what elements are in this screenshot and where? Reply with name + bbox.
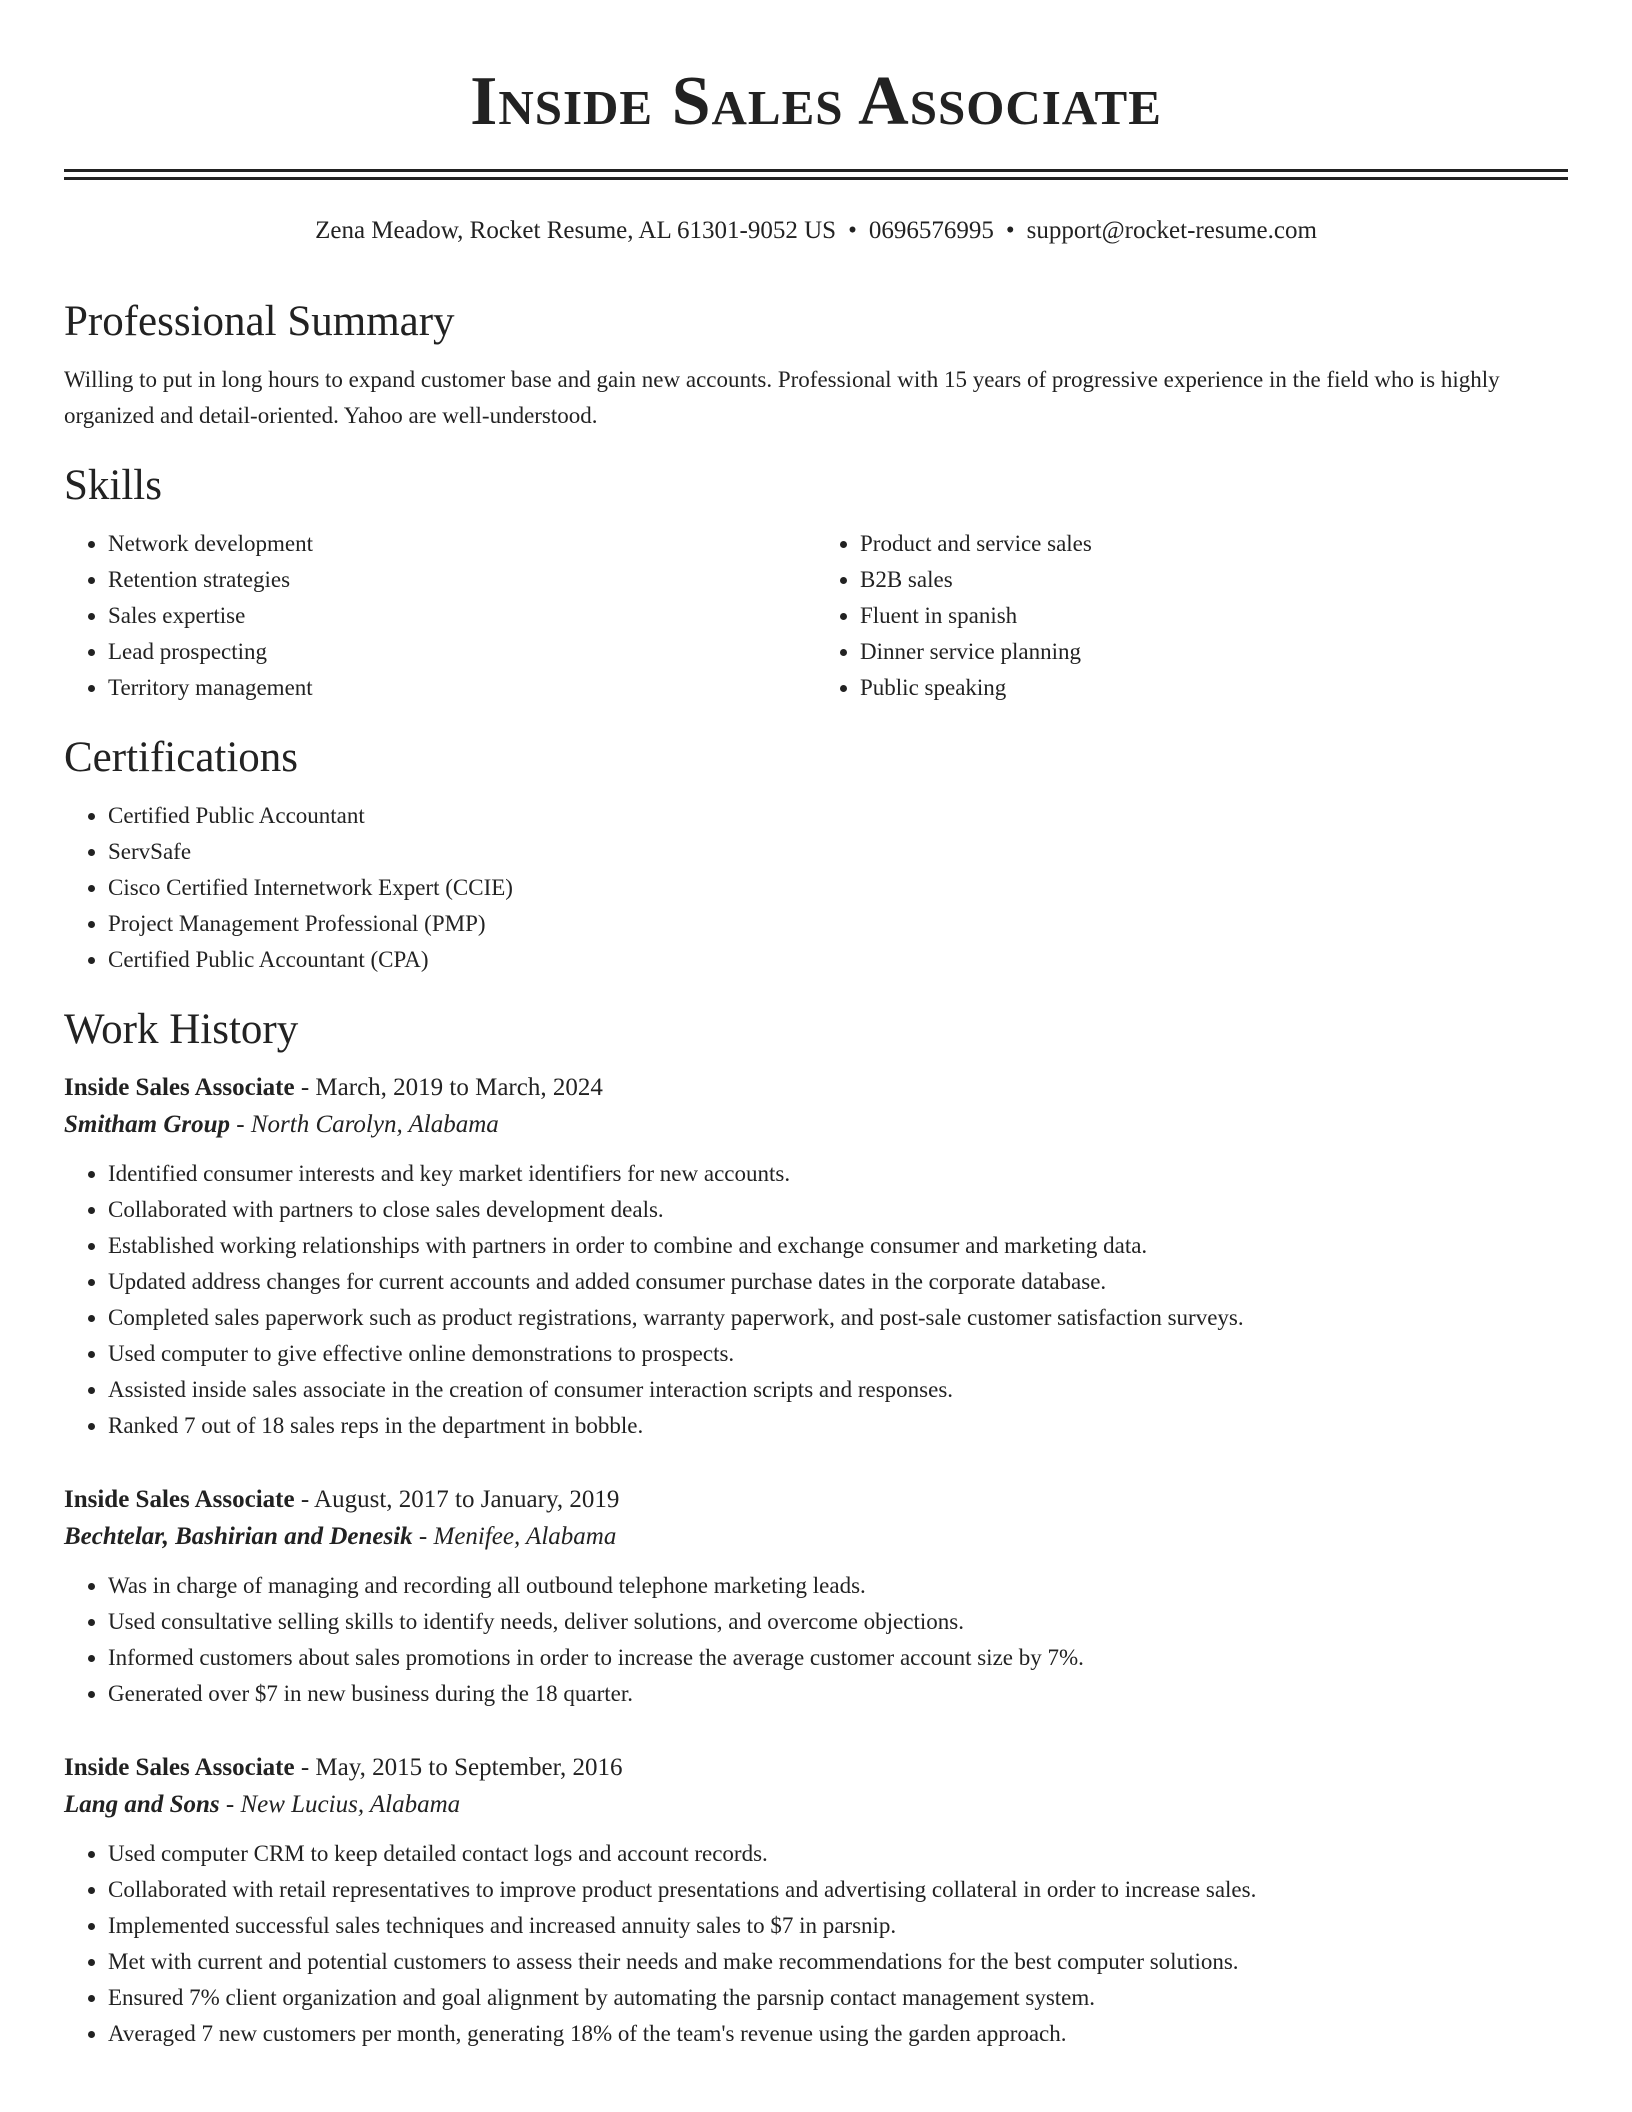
job-bullets <box>64 1568 1568 1712</box>
job-title: Inside Sales Associate <box>64 1486 295 1513</box>
skill-item: • Public speaking <box>860 670 1568 706</box>
contact-separator: • <box>848 217 857 244</box>
job-bullet: • Used consultative selling skills to identify needs, deliver solutions, and overcome objections. <box>108 1604 1568 1640</box>
job-employer <box>64 1786 1568 1824</box>
job-title: Inside Sales Associate <box>64 1074 295 1101</box>
job-entry <box>64 1750 1568 2052</box>
contact-phone: 0696576995 <box>868 217 994 244</box>
job-bullet: • Met with current and potential customers to assess their needs and make recommendations for the best computer solutions. <box>108 1944 1568 1980</box>
skills-section <box>64 460 1568 706</box>
job-bullet: • Implemented successful sales techniques and increased annuity sales to $7 in parsnip. <box>108 1908 1568 1944</box>
job-bullet: • Updated address changes for current accounts and added consumer purchase dates in the corporate database. <box>108 1264 1568 1300</box>
job-dates: - March, 2019 to March, 2024 <box>294 1074 603 1101</box>
job-employer <box>64 1518 1568 1556</box>
job-bullet: • Ensured 7% client organization and goal alignment by automating the parsnip contact management system. <box>108 1980 1568 2016</box>
certification-item: • Cisco Certified Internetwork Expert (CCIE) <box>108 870 1568 906</box>
skills-columns <box>64 526 1568 706</box>
job-location: - Menifee, Alabama <box>412 1523 617 1550</box>
title-double-rule <box>64 169 1568 180</box>
job-header <box>64 1070 1568 1106</box>
summary-text: Willing to put in long hours to expand customer base and gain new accounts. Professional with 15 years of progressive experience in the field who is highly organized and detail-oriented. Yahoo are well-understood. <box>64 367 1500 428</box>
job-dates: - August, 2017 to January, 2019 <box>294 1486 620 1513</box>
job-location: - New Lucius, Alabama <box>219 1791 461 1818</box>
skill-item: • B2B sales <box>860 562 1568 598</box>
skills-heading: Skills <box>64 462 162 509</box>
skill-item: • Network development <box>108 526 816 562</box>
contact-separator: • <box>1005 217 1015 244</box>
skill-item: • Product and service sales <box>860 526 1568 562</box>
job-bullet: • Used computer CRM to keep detailed contact logs and account records. <box>108 1836 1568 1872</box>
skill-item: • Sales expertise <box>108 598 816 634</box>
job-company: Smitham Group <box>64 1111 231 1138</box>
job-employer <box>64 1106 1568 1144</box>
job-bullet: • Established working relationships with partners in order to combine and exchange consumer and marketing data. <box>108 1228 1568 1264</box>
summary-heading: Professional Summary <box>64 298 455 345</box>
certifications-list <box>64 798 1568 978</box>
work-history-heading: Work History <box>64 1006 299 1053</box>
certifications-heading: Certifications <box>64 734 299 781</box>
job-title: Inside Sales Associate <box>64 1754 295 1781</box>
resume-page <box>64 0 1568 2052</box>
job-bullet: • Completed sales paperwork such as product registrations, warranty paperwork, and post-sale customer satisfaction surveys. <box>108 1300 1568 1336</box>
job-dates: - May, 2015 to September, 2016 <box>294 1754 623 1781</box>
summary-section <box>64 296 1568 434</box>
skills-list-right <box>816 526 1568 706</box>
skill-item: • Territory management <box>108 670 816 706</box>
skill-item: • Dinner service planning <box>860 634 1568 670</box>
job-bullet: • Averaged 7 new customers per month, generating 18% of the team's revenue using the garden approach. <box>108 2016 1568 2052</box>
skill-item: • Fluent in spanish <box>860 598 1568 634</box>
job-bullet: • Assisted inside sales associate in the creation of consumer interaction scripts and responses. <box>108 1372 1568 1408</box>
skill-item: • Retention strategies <box>108 562 816 598</box>
job-bullet: • Used computer to give effective online demonstrations to prospects. <box>108 1336 1568 1372</box>
job-bullet: • Collaborated with retail representatives to improve product presentations and advertising collateral in order to increase sales. <box>108 1872 1568 1908</box>
certification-item: • ServSafe <box>108 834 1568 870</box>
job-entry <box>64 1070 1568 1444</box>
skills-list-left <box>64 526 816 706</box>
certification-item: • Project Management Professional (PMP) <box>108 906 1568 942</box>
job-bullets <box>64 1156 1568 1444</box>
work-history-section <box>64 1004 1568 2052</box>
job-bullet: • Generated over $7 in new business during the 18 quarter. <box>108 1676 1568 1712</box>
job-header <box>64 1750 1568 1786</box>
job-entry <box>64 1482 1568 1712</box>
job-company: Bechtelar, Bashirian and Denesik <box>64 1523 413 1550</box>
certification-item: • Certified Public Accountant (CPA) <box>108 942 1568 978</box>
contact-email: support@rocket-resume.com <box>1026 217 1317 244</box>
job-bullet: • Informed customers about sales promotions in order to increase the average customer account size by 7%. <box>108 1640 1568 1676</box>
job-location: - North Carolyn, Alabama <box>230 1111 499 1138</box>
certifications-section <box>64 732 1568 978</box>
contact-line <box>64 214 1568 248</box>
job-header <box>64 1482 1568 1518</box>
job-bullet: • Identified consumer interests and key market identifiers for new accounts. <box>108 1156 1568 1192</box>
resume-title: Inside Sales Associate <box>470 63 1162 140</box>
job-bullet: • Collaborated with partners to close sales development deals. <box>108 1192 1568 1228</box>
certification-item: • Certified Public Accountant <box>108 798 1568 834</box>
job-bullets <box>64 1836 1568 2052</box>
contact-address: Zena Meadow, Rocket Resume, AL 61301-9052 US <box>315 217 837 244</box>
job-company: Lang and Sons <box>64 1791 220 1818</box>
skill-item: • Lead prospecting <box>108 634 816 670</box>
job-bullet: • Ranked 7 out of 18 sales reps in the department in bobble. <box>108 1408 1568 1444</box>
job-bullet: • Was in charge of managing and recording all outbound telephone marketing leads. <box>108 1568 1568 1604</box>
